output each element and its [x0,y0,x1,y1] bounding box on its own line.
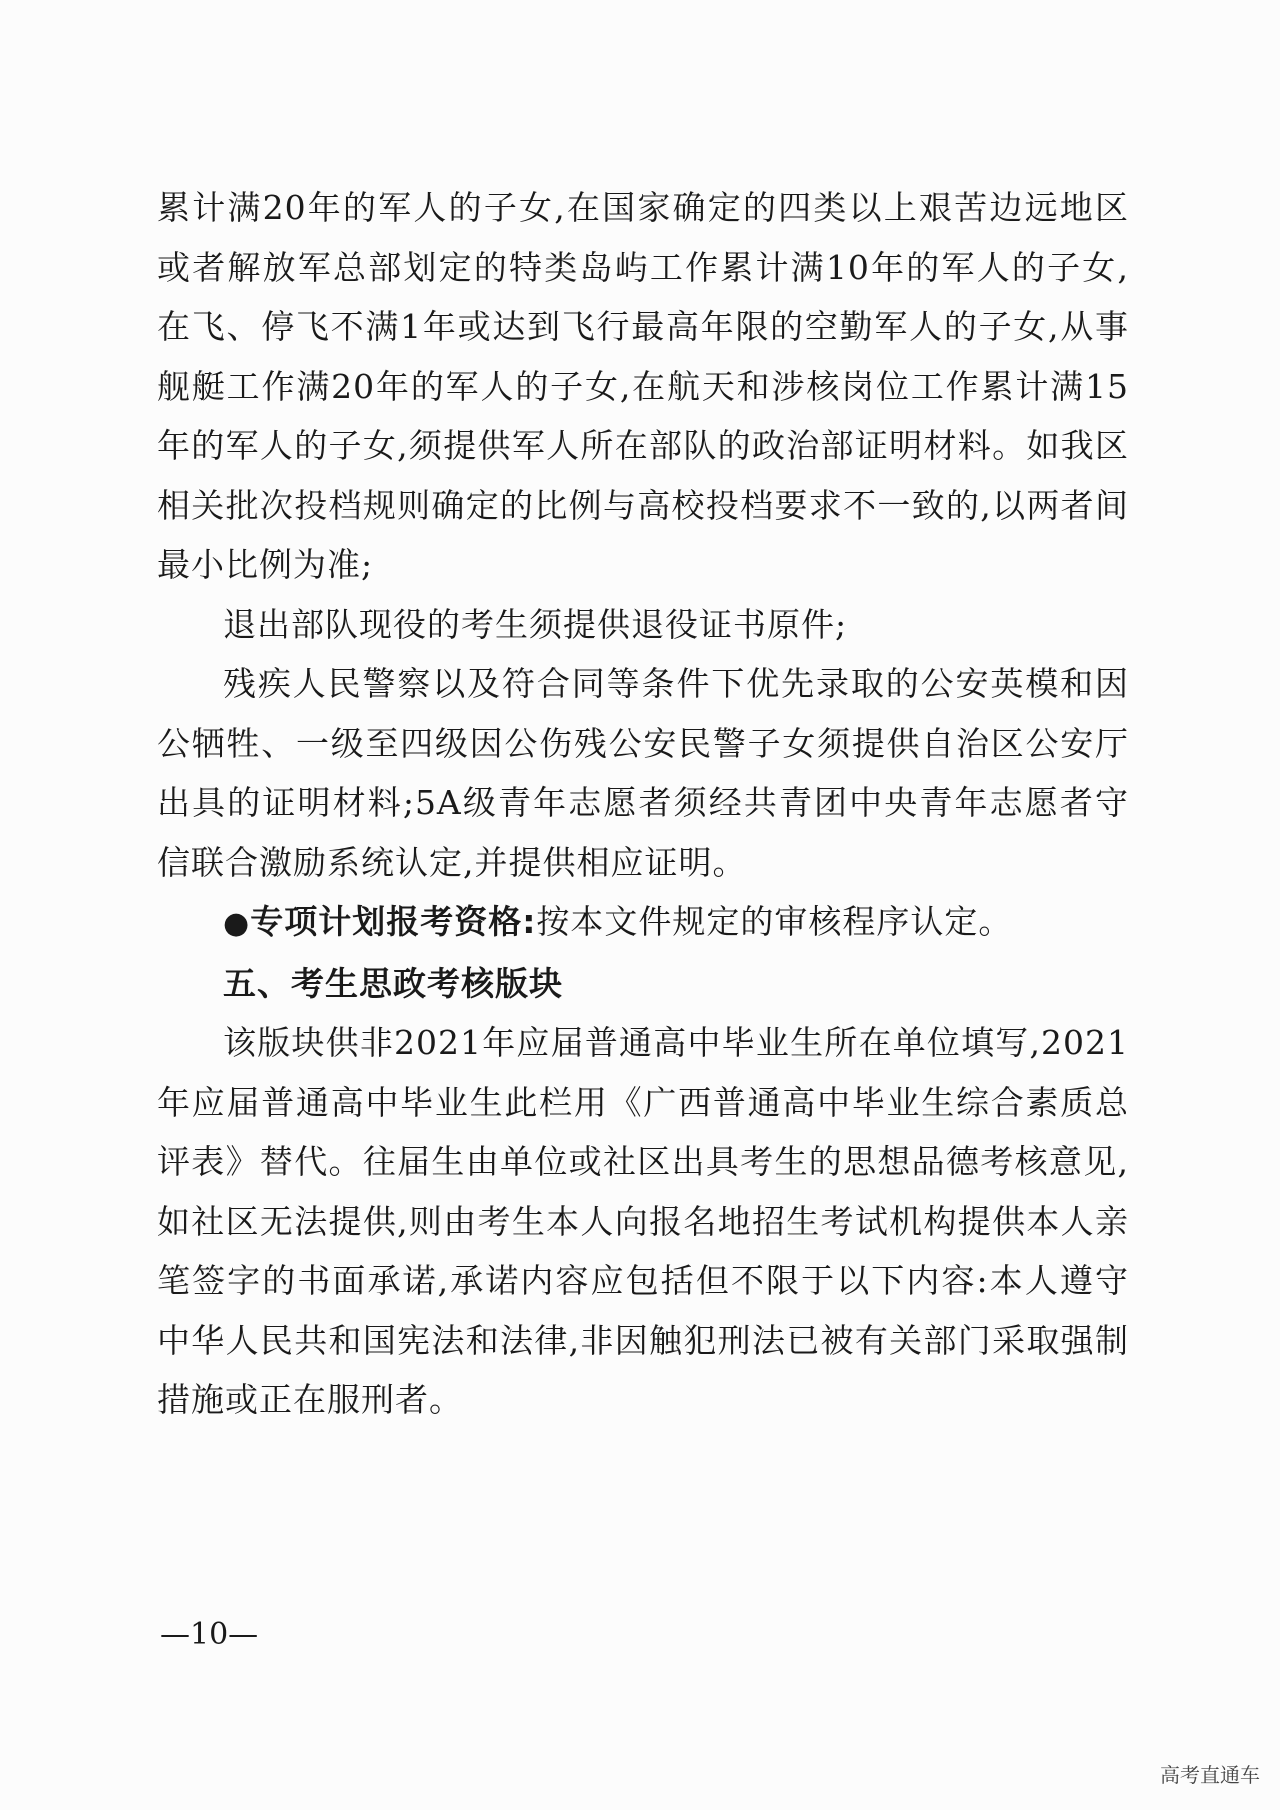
page-number: —10— [160,1617,259,1652]
special-plan-item [157,892,1129,954]
special-plan-text: 按本文件规定的审核程序认定。 [536,902,1013,941]
paragraph-veterans: 退出部队现役的考生须提供退役证书原件; [223,604,848,644]
watermark-text: 高考直通车 [1160,1763,1260,1787]
paragraph-military-children: 累计满20年的军人的子女,在国家确定的四类以上艰苦边远地区或者解放军总部划定的特类岛屿工作累计满10年的军人的子女,在飞、停飞不满1年或达到飞行最高年限的空勤军人的子女,从事舰艇工作满20年的军人的子女,在航天和涉核岗位工作累计满15年的军人的子女,须提供军人所在部队的政治部证明材料。如我区相关批次投档规则确定的比例与高校投档要求不一致的,以两者间最小比例为准; [157,188,1129,584]
bullet-icon: ● [223,906,251,941]
section-paragraph: 该版块供非2021年应届普通高中毕业生所在单位填写,2021年应届普通高中毕业生此栏用《广西普通高中毕业生综合素质总评表》替代。往届生由单位或社区出具考生的思想品德考核意见,如社区无法提供,则由考生本人向报名地招生考试机构提供本人亲笔签字的书面承诺,承诺内容应包括但不限于以下内容:本人遵守中华人民共和国宪法和法律,非因触犯刑法已被有关部门采取强制措施或正在服刑者。 [157,1023,1129,1419]
special-plan-label: 专项计划报考资格: [250,902,537,941]
section-heading: 五、考生思政考核版块 [223,963,563,1003]
paragraph-police-volunteers: 残疾人民警察以及符合同等条件下优先录取的公安英模和因公牺牲、一级至四级因公伤残公安民警子女须提供自治区公安厅出具的证明材料;5A级青年志愿者须经共青团中央青年志愿者守信联合激励系统认定,并提供相应证明。 [157,664,1129,882]
document-body [157,178,1129,1430]
